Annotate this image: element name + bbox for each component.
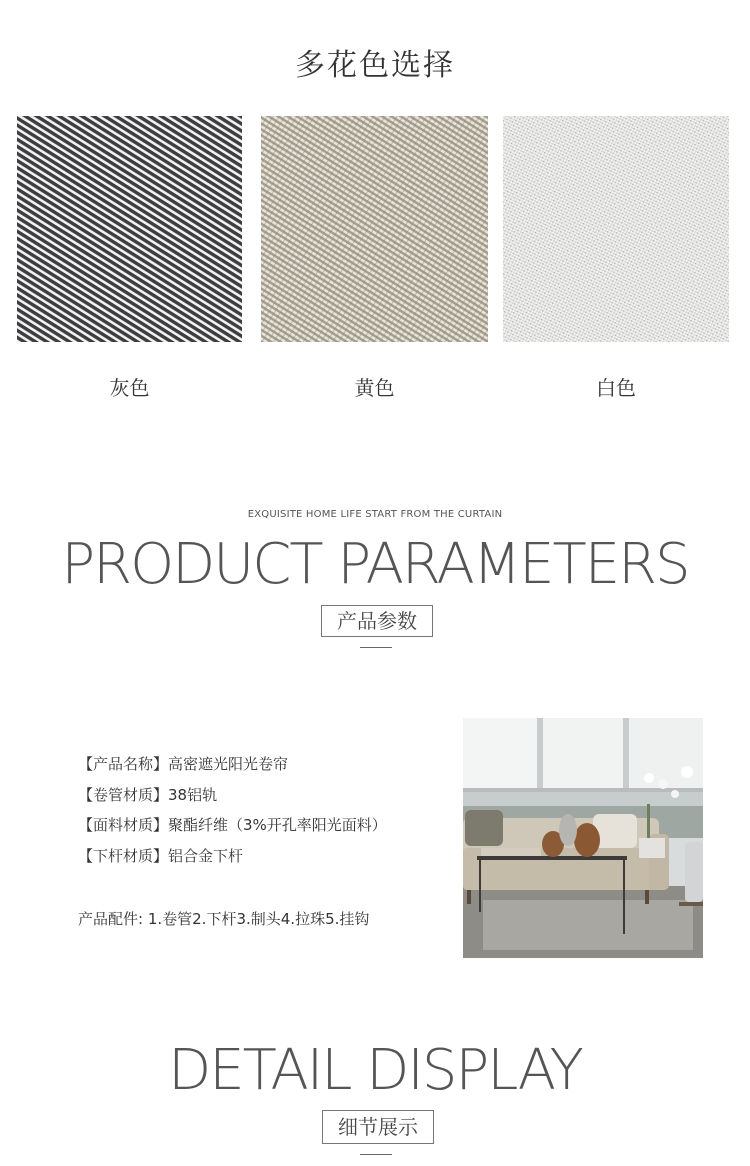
swatch-label-yellow: 黄色 — [354, 376, 395, 400]
heading-divider-bottom — [360, 1154, 392, 1155]
param-tube-material: 【卷管材质】38铝轨 — [78, 786, 218, 804]
gray-fabric-texture — [17, 116, 242, 342]
param-bottom-bar-material: 【下杆材质】铝合金下杆 — [78, 847, 244, 865]
swatch-yellow-fabric[interactable] — [261, 116, 488, 342]
param-fabric-material: 【面料材质】聚酯纤维（3%开孔率阳光面料） — [78, 816, 387, 834]
swatch-label-gray: 灰色 — [109, 376, 150, 400]
yellow-fabric-texture — [261, 116, 488, 342]
detail-display-cn-label: 细节展示 — [322, 1110, 434, 1144]
swatch-gray-fabric[interactable] — [17, 116, 242, 342]
color-section-title: 多花色选择 — [295, 48, 455, 83]
param-product-name: 【产品名称】高密遮光阳光卷帘 — [78, 755, 289, 773]
white-fabric-texture — [503, 116, 729, 342]
product-parameters-heading: PRODUCT PARAMETERS — [61, 532, 689, 597]
living-room-photo — [463, 718, 703, 958]
swatch-label-white: 白色 — [596, 376, 636, 400]
swatch-white-fabric[interactable] — [503, 116, 729, 342]
product-accessories: 产品配件: 1.卷管2.下杆3.制头4.拉珠5.挂钩 — [78, 910, 370, 928]
detail-display-heading: DETAIL DISPLAY — [168, 1038, 582, 1103]
product-parameters-cn-label: 产品参数 — [321, 605, 433, 637]
tagline: EXQUISITE HOME LIFE START FROM THE CURTAIN — [247, 509, 503, 520]
heading-divider — [360, 647, 392, 648]
